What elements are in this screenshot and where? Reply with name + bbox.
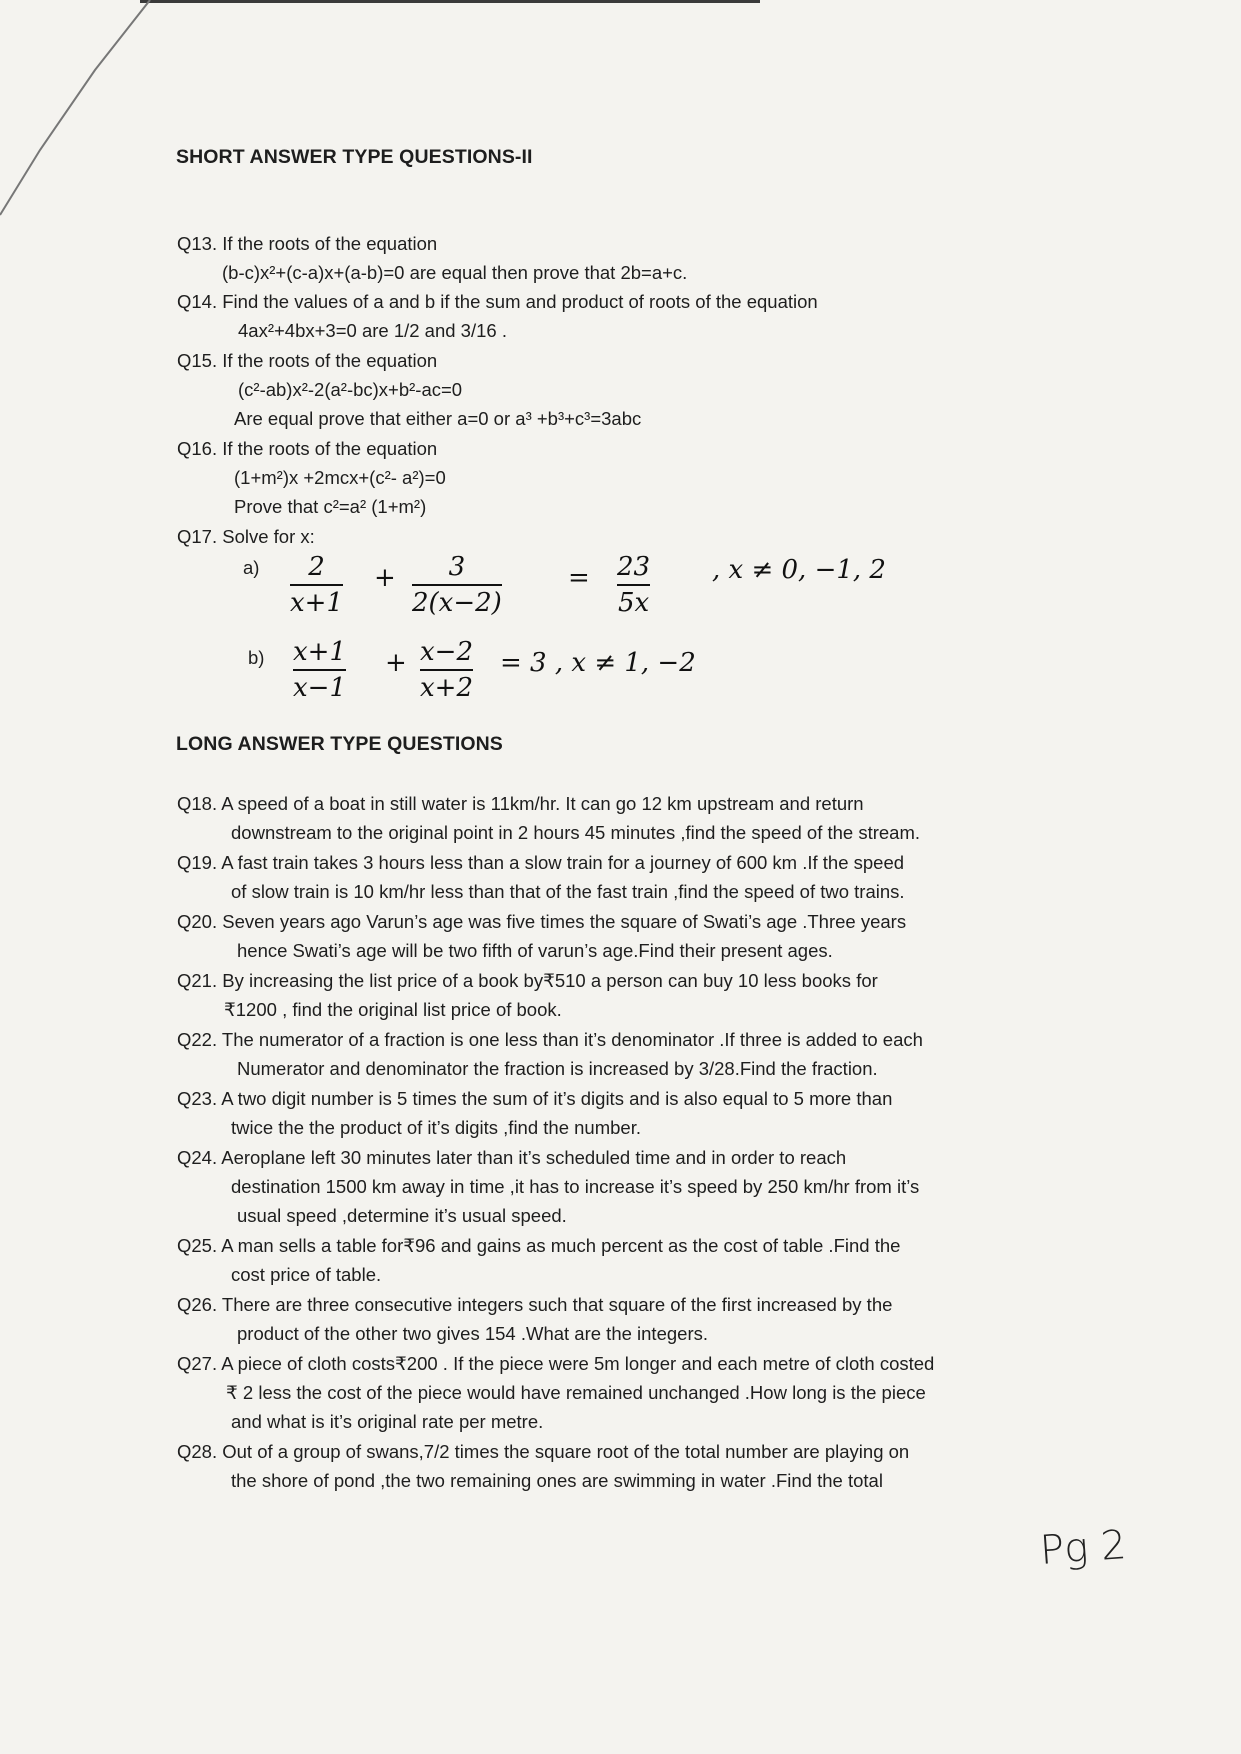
- q26-line-1: Q26. There are three consecutive integers such that square of the first increased by the: [177, 1294, 893, 1315]
- eq-a-f1-num: 2: [308, 552, 325, 582]
- scan-edge-left: [0, 0, 170, 260]
- eq-b-rhs: = 3 , x ≠ 1, −2: [500, 648, 696, 678]
- q27-line-2: ₹ 2 less the cost of the piece would have remained unchanged .How long is the piece: [226, 1382, 926, 1403]
- q23-line-2: twice the the product of it’s digits ,find the number.: [231, 1117, 641, 1138]
- q27-line-3: and what is it’s original rate per metre.: [231, 1411, 544, 1432]
- q17-part-a-label: a): [243, 557, 260, 578]
- eq-a-fraction-3: [617, 552, 650, 618]
- q15-line-3: Are equal prove that either a=0 or a³ +b³+c³=3abc: [234, 408, 642, 429]
- q14-line-1: Q14. Find the values of a and b if the sum and product of roots of the equation: [177, 291, 818, 312]
- eq-b-f1-den: x−1: [293, 673, 346, 703]
- q21-line-1: Q21. By increasing the list price of a book by₹510 a person can buy 10 less books for: [177, 970, 878, 991]
- page-number-handwritten: Pg 2: [1038, 1522, 1128, 1574]
- q20-line-1: Q20. Seven years ago Varun’s age was five times the square of Swati’s age .Three years: [177, 911, 907, 932]
- q24-line-2: destination 1500 km away in time ,it has to increase it’s speed by 250 km/hr from it’s: [231, 1176, 920, 1197]
- q25-line-2: cost price of table.: [231, 1264, 382, 1285]
- eq-b-fraction-1: [293, 637, 346, 703]
- fraction-bar: [290, 584, 343, 586]
- q22-line-2: Numerator and denominator the fraction is increased by 3/28.Find the fraction.: [237, 1058, 878, 1079]
- q13-line-2: (b-c)x²+(c-a)x+(a-b)=0 are equal then prove that 2b=a+c.: [222, 262, 688, 283]
- eq-a-plus: +: [374, 563, 396, 593]
- q14-line-2: 4ax²+4bx+3=0 are 1/2 and 3/16 .: [238, 320, 507, 341]
- eq-a-condition: , x ≠ 0, −1, 2: [712, 555, 886, 585]
- fraction-bar: [617, 584, 650, 586]
- q25-line-1: Q25. A man sells a table for₹96 and gains as much percent as the cost of table .Find the: [177, 1235, 901, 1256]
- q26-line-2: product of the other two gives 154 .What are the integers.: [237, 1323, 708, 1344]
- q16-line-2: (1+m²)x +2mcx+(c²- a²)=0: [234, 467, 446, 488]
- q15-line-2: (c²-ab)x²-2(a²-bc)x+b²-ac=0: [238, 379, 463, 400]
- q19-line-2: of slow train is 10 km/hr less than that of the fast train ,find the speed of two trains.: [231, 881, 905, 902]
- short-answer-title: SHORT ANSWER TYPE QUESTIONS-II: [176, 146, 533, 168]
- eq-b-fraction-2: [420, 637, 473, 703]
- eq-b-f2-den: x+2: [420, 673, 473, 703]
- fraction-bar: [293, 669, 346, 671]
- q19-line-1: Q19. A fast train takes 3 hours less than a slow train for a journey of 600 km .If the speed: [177, 852, 905, 873]
- eq-a-f3-num: 23: [617, 552, 651, 582]
- q13-line-1: Q13. If the roots of the equation: [177, 233, 438, 254]
- q27-line-1: Q27. A piece of cloth costs₹200 . If the piece were 5m longer and each metre of cloth costed: [177, 1353, 935, 1374]
- q18-line-1: Q18. A speed of a boat in still water is 11km/hr. It can go 12 km upstream and return: [177, 793, 864, 814]
- q17-part-b-label: b): [248, 647, 265, 668]
- q22-line-1: Q22. The numerator of a fraction is one less than it’s denominator .If three is added to each: [177, 1029, 923, 1050]
- q18-line-2: downstream to the original point in 2 hours 45 minutes ,find the speed of the stream.: [231, 822, 921, 843]
- q23-line-1: Q23. A two digit number is 5 times the sum of it’s digits and is also equal to 5 more than: [177, 1088, 893, 1109]
- q21-line-2: ₹1200 , find the original list price of book.: [224, 999, 562, 1020]
- eq-b-plus: +: [385, 648, 407, 678]
- q15-line-1: Q15. If the roots of the equation: [177, 350, 438, 371]
- eq-a-f3-den: 5x: [617, 588, 650, 618]
- q24-line-3: usual speed ,determine it’s usual speed.: [237, 1205, 567, 1226]
- q28-line-1: Q28. Out of a group of swans,7/2 times the square root of the total number are playing on: [177, 1441, 910, 1462]
- q17-line-1: Q17. Solve for x:: [177, 526, 315, 547]
- scan-edge-top: [140, 0, 760, 3]
- eq-a-f2-num: 3: [448, 552, 466, 582]
- q24-line-1: Q24. Aeroplane left 30 minutes later than it’s scheduled time and in order to reach: [177, 1147, 847, 1168]
- q16-line-1: Q16. If the roots of the equation: [177, 438, 438, 459]
- q16-line-3: Prove that c²=a² (1+m²): [234, 496, 427, 517]
- eq-a-fraction-1: [290, 552, 343, 618]
- eq-b-f1-num: x+1: [293, 637, 346, 667]
- eq-a-equals: =: [568, 563, 590, 593]
- eq-a-fraction-2: [412, 552, 502, 618]
- eq-a-f2-den: 2(x−2): [412, 588, 502, 618]
- q28-line-2: the shore of pond ,the two remaining ones are swimming in water .Find the total: [231, 1470, 883, 1491]
- q20-line-2: hence Swati’s age will be two fifth of varun’s age.Find their present ages.: [237, 940, 833, 961]
- fraction-bar: [420, 669, 473, 671]
- eq-b-f2-num: x−2: [420, 637, 473, 667]
- long-answer-title: LONG ANSWER TYPE QUESTIONS: [176, 733, 503, 755]
- fraction-bar: [412, 584, 502, 586]
- eq-a-f1-den: x+1: [290, 588, 343, 618]
